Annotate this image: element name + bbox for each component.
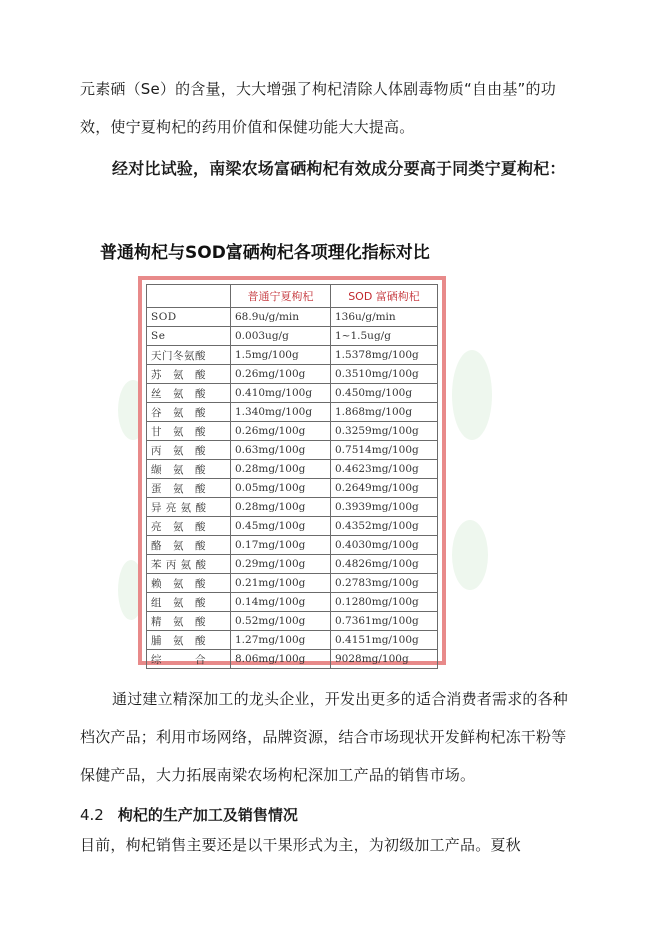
- sod-value-cell: 0.4623mg/100g: [331, 460, 438, 479]
- intro-paragraph: 元素硒（Se）的含量，大大增强了枸杞清除人体剧毒物质“自由基”的功效，使宁夏枸杞的药用价值和保健功能大大提高。: [80, 80, 556, 136]
- table-row: [147, 612, 438, 631]
- ordinary-value-cell: 0.28mg/100g: [231, 498, 331, 517]
- ordinary-value-cell: 0.45mg/100g: [231, 517, 331, 536]
- table-row: [147, 346, 438, 365]
- table-header-row: [147, 285, 438, 308]
- sod-value-cell: 0.4352mg/100g: [331, 517, 438, 536]
- sod-value-cell: 1.5378mg/100g: [331, 346, 438, 365]
- ordinary-value-cell: 0.63mg/100g: [231, 441, 331, 460]
- table-title: 普通枸杞与SOD富硒枸杞各项理化指标对比: [100, 243, 430, 263]
- row-name-cell: 谷 氨 酸: [147, 403, 231, 422]
- table-row: [147, 536, 438, 555]
- sod-value-cell: 0.3259mg/100g: [331, 422, 438, 441]
- row-name-cell: 苯 丙 氨 酸: [147, 555, 231, 574]
- row-name-cell: SOD: [147, 308, 231, 327]
- table-row: [147, 384, 438, 403]
- row-name-cell: 组 氨 酸: [147, 593, 231, 612]
- row-name-cell: 赖 氨 酸: [147, 574, 231, 593]
- row-name-cell: 综 合: [147, 650, 231, 669]
- section-number: 4.2: [80, 806, 104, 824]
- table-row: [147, 422, 438, 441]
- section-title: 枸杞的生产加工及销售情况: [117, 806, 298, 824]
- ordinary-value-cell: 1.340mg/100g: [231, 403, 331, 422]
- sod-value-cell: 136u/g/min: [331, 308, 438, 327]
- row-name-cell: 苏 氨 酸: [147, 365, 231, 384]
- ordinary-value-cell: 8.06mg/100g: [231, 650, 331, 669]
- sod-value-cell: 0.3939mg/100g: [331, 498, 438, 517]
- row-name-cell: Se: [147, 327, 231, 346]
- ordinary-value-cell: 1.27mg/100g: [231, 631, 331, 650]
- row-name-cell: 甘 氨 酸: [147, 422, 231, 441]
- comparison-table-frame: [138, 276, 446, 665]
- sod-value-cell: 0.4030mg/100g: [331, 536, 438, 555]
- ordinary-value-cell: 0.52mg/100g: [231, 612, 331, 631]
- row-name-cell: 丙 氨 酸: [147, 441, 231, 460]
- header-cell-ordinary: 普通宁夏枸杞: [231, 285, 331, 308]
- ordinary-value-cell: 0.26mg/100g: [231, 422, 331, 441]
- ordinary-value-cell: 68.9u/g/min: [231, 308, 331, 327]
- ordinary-value-cell: 1.5mg/100g: [231, 346, 331, 365]
- enterprise-paragraph: 通过建立精深加工的龙头企业，开发出更多的适合消费者需求的各种档次产品；利用市场网络，品牌资源，结合市场现状开发鲜枸杞冻干粉等保健产品，大力拓展南梁农场枸杞深加工产品的销售市场。: [80, 690, 569, 784]
- sod-value-cell: 0.2649mg/100g: [331, 479, 438, 498]
- table-row: [147, 555, 438, 574]
- ordinary-value-cell: 0.05mg/100g: [231, 479, 331, 498]
- row-name-cell: 酪 氨 酸: [147, 536, 231, 555]
- row-name-cell: 丝 氨 酸: [147, 384, 231, 403]
- row-name-cell: 亮 氨 酸: [147, 517, 231, 536]
- comparison-table: [146, 284, 438, 669]
- ordinary-value-cell: 0.003ug/g: [231, 327, 331, 346]
- ordinary-value-cell: 0.410mg/100g: [231, 384, 331, 403]
- ordinary-value-cell: 0.28mg/100g: [231, 460, 331, 479]
- row-name-cell: 异 亮 氨 酸: [147, 498, 231, 517]
- sod-value-cell: 0.450mg/100g: [331, 384, 438, 403]
- row-name-cell: 脯 氨 酸: [147, 631, 231, 650]
- ordinary-value-cell: 0.17mg/100g: [231, 536, 331, 555]
- table-row: [147, 308, 438, 327]
- watermark-shape: [452, 350, 492, 440]
- sod-value-cell: 9028mg/100g: [331, 650, 438, 669]
- table-row: [147, 403, 438, 422]
- row-name-cell: 缬 氨 酸: [147, 460, 231, 479]
- table-row: [147, 650, 438, 669]
- row-name-cell: 天门冬氨酸: [147, 346, 231, 365]
- sod-value-cell: 0.7514mg/100g: [331, 441, 438, 460]
- comparison-paragraph: 经对比试验，南梁农场富硒枸杞有效成分要高于同类宁夏枸杞：: [112, 159, 566, 178]
- sod-value-cell: 1~1.5ug/g: [331, 327, 438, 346]
- table-row: [147, 574, 438, 593]
- ordinary-value-cell: 0.29mg/100g: [231, 555, 331, 574]
- table-row: [147, 460, 438, 479]
- table-row: [147, 327, 438, 346]
- sod-value-cell: 0.4151mg/100g: [331, 631, 438, 650]
- sod-value-cell: 1.868mg/100g: [331, 403, 438, 422]
- table-row: [147, 498, 438, 517]
- row-name-cell: 精 氨 酸: [147, 612, 231, 631]
- ordinary-value-cell: 0.21mg/100g: [231, 574, 331, 593]
- ordinary-value-cell: 0.14mg/100g: [231, 593, 331, 612]
- table-row: [147, 479, 438, 498]
- sod-value-cell: 0.7361mg/100g: [331, 612, 438, 631]
- sales-paragraph: 目前，枸杞销售主要还是以干果形式为主，为初级加工产品。夏秋: [80, 836, 521, 854]
- header-cell-blank: [147, 285, 231, 308]
- table-row: [147, 631, 438, 650]
- sod-value-cell: 0.1280mg/100g: [331, 593, 438, 612]
- watermark-shape: [452, 520, 488, 590]
- table-row: [147, 517, 438, 536]
- table-row: [147, 365, 438, 384]
- table-row: [147, 441, 438, 460]
- header-cell-sod: SOD 富硒枸杞: [331, 285, 438, 308]
- table-row: [147, 593, 438, 612]
- row-name-cell: 蛋 氨 酸: [147, 479, 231, 498]
- sod-value-cell: 0.4826mg/100g: [331, 555, 438, 574]
- ordinary-value-cell: 0.26mg/100g: [231, 365, 331, 384]
- sod-value-cell: 0.3510mg/100g: [331, 365, 438, 384]
- sod-value-cell: 0.2783mg/100g: [331, 574, 438, 593]
